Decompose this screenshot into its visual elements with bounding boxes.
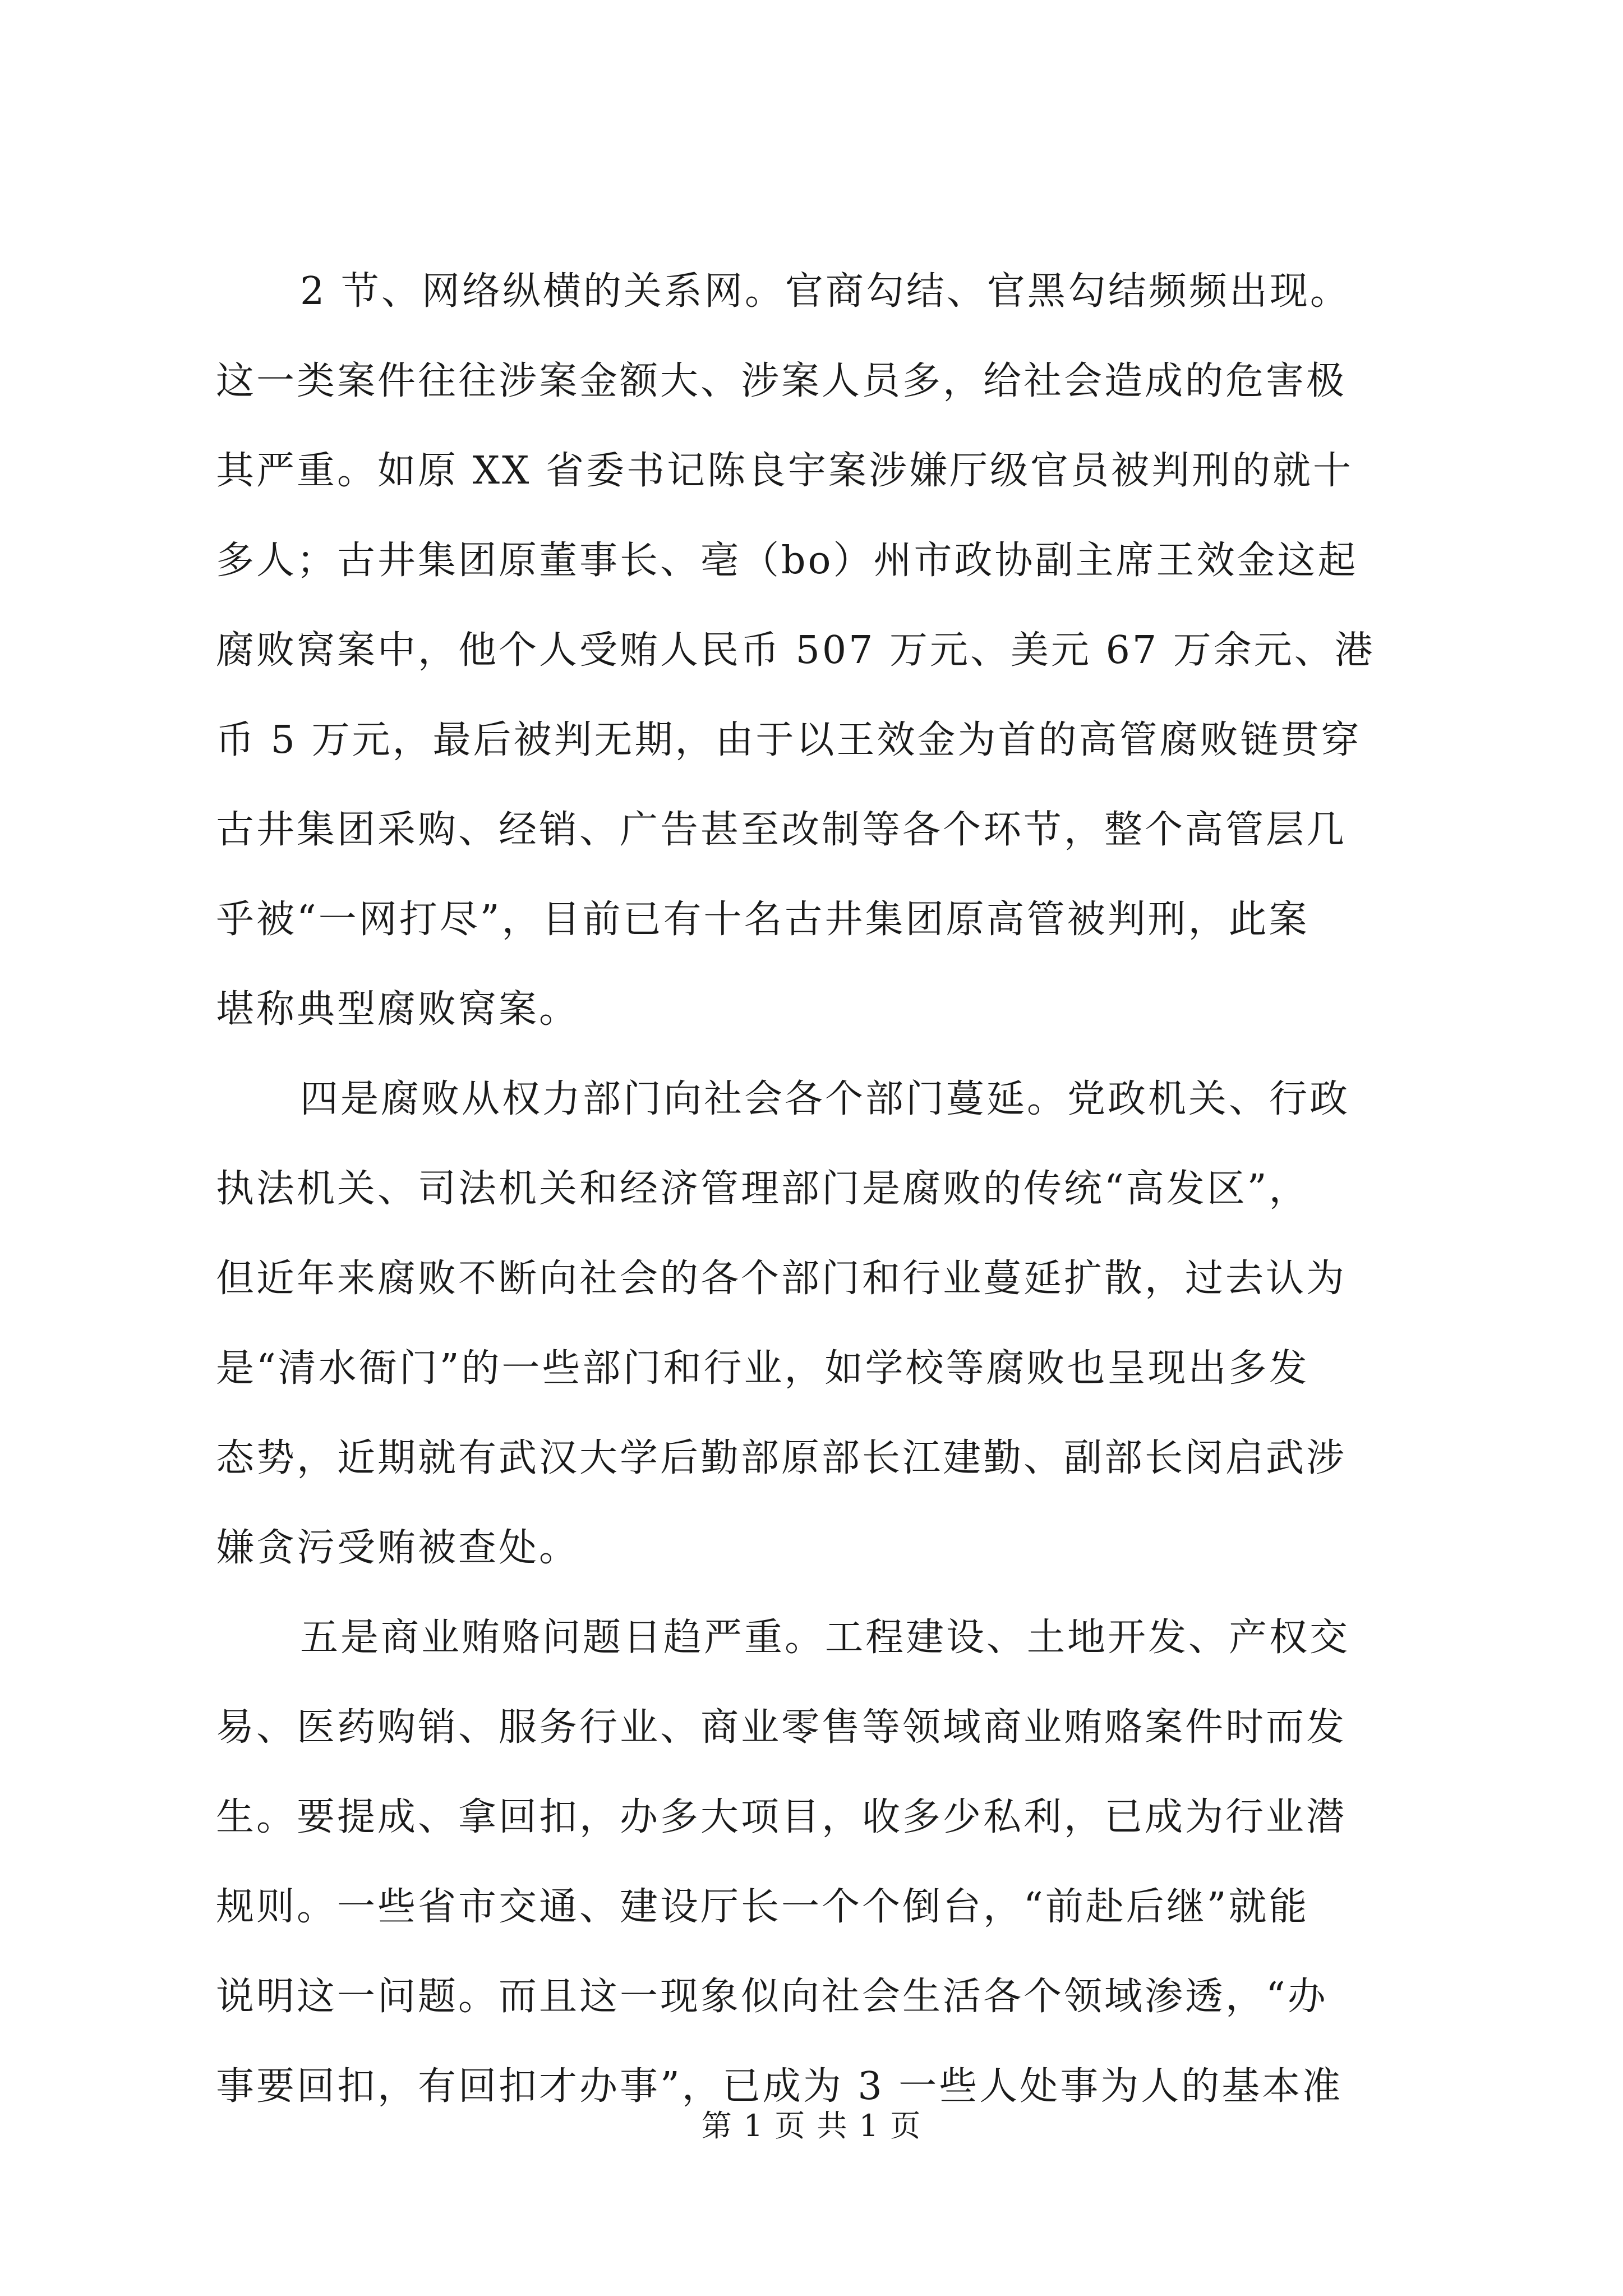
text-line: 但近年来腐败不断向社会的各个部门和行业蔓延扩散，过去认为: [216, 1257, 1347, 1301]
text-line: 嫌贪污受贿被查处。: [216, 1526, 580, 1570]
text-line: 堪称典型腐败窝案。: [216, 987, 580, 1032]
text-line: 易、医药购销、服务行业、商业零售等领域商业贿赂案件时而发: [216, 1705, 1347, 1750]
paragraph-1: [216, 247, 1450, 1055]
text-line: 古井集团采购、经销、广告甚至改制等各个环节，整个高管层几: [216, 808, 1347, 852]
text-line: 这一类案件往往涉案金额大、涉案人员多，给社会造成的危害极: [216, 359, 1347, 403]
paragraph-3: [216, 1593, 1450, 2132]
text-line: 说明这一问题。而且这一现象似向社会生活各个领域渗透，“办: [216, 1975, 1328, 2019]
page-number-footer: 第 1 页 共 1 页: [701, 2108, 922, 2143]
document-body: [216, 247, 1450, 2132]
text-line: 是“清水衙门”的一些部门和行业，如学校等腐败也呈现出多发: [216, 1346, 1310, 1391]
text-line: 执法机关、司法机关和经济管理部门是腐败的传统“高发区”，: [216, 1167, 1310, 1211]
text-line: 多人；古井集团原董事长、亳（bo）州市政协副主席王效金这起: [216, 539, 1358, 583]
text-line: 2 节、网络纵横的关系网。官商勾结、官黑勾结频频出现。: [300, 269, 1350, 314]
text-line: 规则。一些省市交通、建设厅长一个个倒台，“前赴后继”就能: [216, 1885, 1310, 1929]
paragraph-2: [216, 1055, 1450, 1593]
text-line: 乎被“一网打尽”，目前已有十名古井集团原高管被判刑，此案: [216, 898, 1310, 942]
text-line: 腐败窝案中，他个人受贿人民币 507 万元、美元 67 万余元、港: [216, 628, 1375, 673]
text-line: 币 5 万元，最后被判无期，由于以王效金为首的高管腐败链贯穿: [216, 718, 1362, 762]
text-line: 事要回扣，有回扣才办事”，已成为 3 一些人处事为人的基本准: [216, 2064, 1343, 2109]
text-line: 生。要提成、拿回扣，办多大项目，收多少私利，已成为行业潜: [216, 1795, 1347, 1839]
text-line: 态势，近期就有武汉大学后勤部原部长江建勤、副部长闵启武涉: [216, 1436, 1347, 1480]
text-line: 四是腐败从权力部门向社会各个部门蔓延。党政机关、行政: [300, 1077, 1350, 1121]
text-line: 五是商业贿赂问题日趋严重。工程建设、土地开发、产权交: [300, 1616, 1350, 1660]
text-line: 其严重。如原 XX 省委书记陈良宇案涉嫌厅级官员被判刑的就十: [216, 449, 1354, 493]
